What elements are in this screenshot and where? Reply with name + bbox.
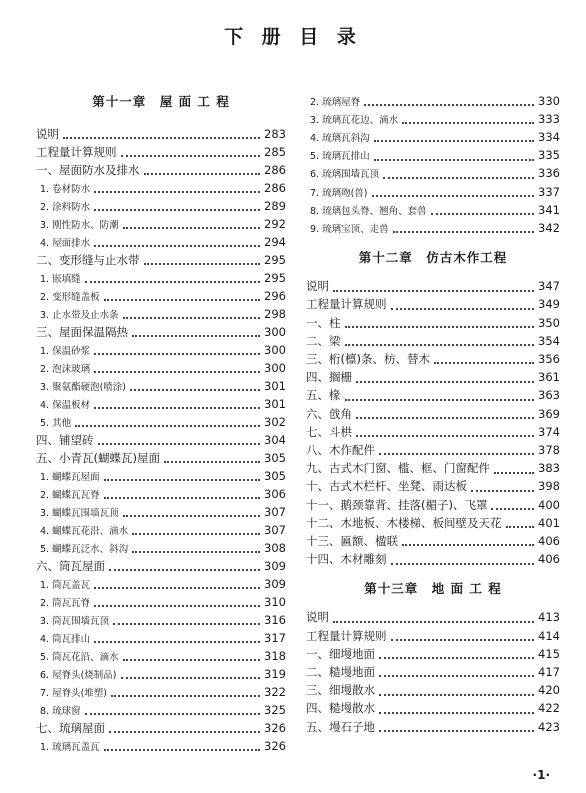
toc-entry-page: 417 [538,664,560,679]
toc-entry[interactable] [36,359,286,376]
dot-leader [130,381,260,391]
toc-entry-page: 341 [538,202,560,217]
toc-entry[interactable] [306,532,560,549]
dot-leader [123,651,260,661]
dot-leader [111,687,260,697]
toc-entry-page: 295 [264,270,286,285]
toc-entry-label: 十、古式木栏杆、坐凳、雨达板 [306,479,467,494]
toc-entry-page: 326 [264,738,286,753]
toc-entry[interactable] [306,718,560,735]
toc-entry-label: 2. 涂料防水 [40,201,91,213]
toc-entry-label: 一、屋面防水及排水 [36,162,140,177]
dot-leader [85,273,260,283]
toc-entry[interactable] [36,449,286,466]
toc-entry-label: 3. 止水带及止水条 [40,309,119,321]
dot-leader [94,579,260,589]
toc-entry-label: 4. 保温板材 [40,399,91,411]
dot-leader [123,507,260,517]
toc-entry-page: 285 [264,144,286,159]
toc-entry-label: 1. 卷材防水 [40,183,91,195]
dot-leader [164,453,260,463]
toc-entry[interactable] [36,647,286,664]
toc-entry-page: 317 [264,630,286,645]
dot-leader [109,561,260,571]
toc-entry-label: 三、细墁散水 [306,683,375,698]
toc-entry-page: 300 [264,324,286,339]
toc-entry-page: 294 [264,234,286,249]
dot-leader [372,187,535,197]
toc-entry-page: 310 [264,594,286,609]
dot-leader [379,649,534,659]
toc-entry-page: 300 [264,360,286,375]
dot-leader [431,205,534,215]
toc-entry[interactable] [306,478,560,495]
dot-leader [379,722,534,732]
toc-entry[interactable] [36,467,286,484]
toc-entry-page: 334 [538,129,560,144]
dot-leader [379,445,534,455]
toc-entry-label: 七、斗栱 [306,424,352,439]
toc-entry[interactable] [36,701,286,718]
toc-entry-page: 307 [264,504,286,519]
dot-leader [144,165,261,175]
toc-entry-label: 三、屋面保温隔热 [36,324,128,339]
dot-leader [94,363,260,373]
dot-leader [471,482,534,492]
toc-entry-label: 九、古式木门窗、槛、框、门窗配件 [306,461,490,476]
toc-entry-page: 414 [538,628,560,643]
dot-leader [379,704,534,714]
dot-leader [104,741,260,751]
toc-entry-page: 305 [264,468,286,483]
dot-leader [494,464,534,474]
toc-entry-page: 307 [264,522,286,537]
chapter-heading: 第十二章 仿古木作工程 [358,249,508,265]
toc-entry-label: 三、桁(檩)条、枋、替木 [306,351,430,366]
toc-entry[interactable] [306,627,560,644]
toc-entry-label: 4. 屋面排水 [40,237,91,249]
toc-entry-label: 3. 聚氨酯硬泡(喷涂) [40,381,126,393]
toc-entry-label: 二、梁 [306,333,341,348]
dot-leader [144,255,261,265]
dot-leader [132,525,260,535]
dot-leader [506,518,535,528]
toc-entry-page: 286 [264,180,286,195]
toc-entry[interactable] [306,219,560,236]
toc-entry-label: 十一、鹅颈靠背、挂落(楣子)、飞罩 [306,497,488,512]
toc-entry-page: 406 [538,533,560,548]
toc-entry-page: 420 [538,683,560,698]
toc-entry-label: 1. 嵌填缝 [40,273,81,285]
toc-entry[interactable] [306,92,560,109]
dot-leader [393,223,534,233]
toc-entry[interactable] [306,296,560,313]
toc-entry-label: 6. 屋脊头(烧制品) [40,669,117,681]
chapter-heading: 第十一章 屋 面 工 程 [92,94,230,109]
toc-entry-label: 5. 其他 [40,417,72,429]
page-number: ·1· [532,768,550,782]
toc-entry[interactable] [36,143,286,160]
toc-entry[interactable] [306,278,560,295]
toc-entry[interactable] [36,413,286,430]
toc-entry-label: 5. 琉璃瓦排山 [310,151,370,163]
toc-entry-label: 五、小青瓦(蝴蝶瓦)屋面 [36,450,160,465]
toc-entry-page: 350 [538,315,560,330]
toc-entry[interactable] [306,700,560,717]
dot-leader [383,169,534,179]
toc-entry[interactable] [36,287,286,304]
toc-entry-page: 289 [264,198,286,213]
toc-entry-label: 2. 琉璃屋脊 [310,96,361,108]
toc-entry-page: 363 [538,388,560,403]
dot-leader [94,237,260,247]
toc-entry-label: 4. 筒瓦排山 [40,633,91,645]
dot-leader [132,543,260,553]
dot-leader [85,705,260,715]
toc-entry-label: 四、搁栅 [306,370,352,385]
toc-entry[interactable] [306,183,560,200]
toc-entry-label: 说明 [36,126,59,141]
toc-entry[interactable] [36,737,286,754]
toc-entry[interactable] [36,611,286,628]
toc-entry[interactable] [306,496,560,513]
dot-leader [94,201,260,211]
toc-entry[interactable] [36,539,286,556]
dot-leader [379,667,534,677]
page-title: 下 册 目 录 [224,26,362,48]
dot-leader [391,631,535,641]
toc-entry[interactable] [36,629,286,646]
toc-entry[interactable] [306,201,560,218]
toc-entry-label: 说明 [306,610,329,625]
toc-entry-page: 308 [264,540,286,555]
dot-leader [391,300,535,310]
toc-entry-page: 319 [264,666,286,681]
toc-entry-label: 1. 蝴蝶瓦屋面 [40,471,100,483]
toc-entry-page: 422 [538,701,560,716]
toc-entry-label: 5. 蝴蝶瓦泛水、斜沟 [40,543,129,555]
toc-entry[interactable] [306,350,560,367]
toc-entry-label: 十四、木材雕刻 [306,552,387,567]
dot-leader [491,500,534,510]
toc-entry[interactable] [36,431,286,448]
toc-entry-label: 工程量计算规则 [36,144,117,159]
chapter-heading: 第十三章 地 面 工 程 [364,580,502,596]
toc-entry[interactable] [36,395,286,412]
toc-entry-label: 六、戗角 [306,406,352,421]
toc-entry-label: 1. 保温砂浆 [40,345,91,357]
toc-entry[interactable] [306,314,560,331]
dot-leader [333,613,534,623]
toc-entry-page: 305 [264,450,286,465]
toc-entry-page: 383 [538,461,560,476]
toc-entry-label: 一、细墁地面 [306,646,375,661]
toc-entry-label: 3. 筒瓦围墙瓦顶 [40,615,110,627]
toc-entry[interactable] [36,125,286,142]
toc-entry-page: 335 [538,148,560,163]
dot-leader [132,327,260,337]
toc-entry-page: 292 [264,216,286,231]
dot-leader [402,114,534,124]
toc-entry[interactable] [36,305,286,322]
dot-leader [123,309,260,319]
toc-entry-page: 415 [538,646,560,661]
toc-entry-label: 五、椽 [306,388,341,403]
dot-leader [75,417,260,427]
toc-entry[interactable] [306,110,560,127]
toc-entry-page: 330 [538,93,560,108]
toc-entry-label: 2. 泡沫玻璃 [40,363,91,375]
dot-leader [104,471,260,481]
toc-entry[interactable] [36,593,286,610]
dot-leader [63,129,260,139]
toc-entry-page: 309 [264,576,286,591]
toc-entry-label: 十二、木地板、木楼梯、板间壁及天花 [306,515,502,530]
toc-entry[interactable] [36,179,286,196]
dot-leader [98,435,261,445]
toc-entry-page: 325 [264,702,286,717]
toc-entry-label: 一、柱 [306,315,341,330]
toc-entry-page: 295 [264,252,286,267]
toc-entry-page: 398 [538,479,560,494]
toc-entry-page: 318 [264,648,286,663]
toc-entry-page: 333 [538,111,560,126]
toc-entry-page: 300 [264,342,286,357]
toc-entry-label: 8. 琉璃包头脊、翘角、套兽 [310,205,427,217]
toc-entry[interactable] [36,323,286,340]
toc-entry[interactable] [306,663,560,680]
toc-entry-label: 3. 蝴蝶瓦围墙瓦顶 [40,507,119,519]
toc-entry[interactable] [36,683,286,700]
toc-entry-page: 349 [538,297,560,312]
toc-entry-label: 五、墁石子地 [306,719,375,734]
toc-entry-label: 3. 琉璃瓦花边、滴水 [310,114,399,126]
dot-leader [121,669,261,679]
toc-entry[interactable] [36,665,286,682]
toc-entry-label: 3. 刚性防水、防潮 [40,219,119,231]
toc-entry-page: 306 [264,486,286,501]
toc-entry-label: 8. 琉球窗 [40,705,81,717]
toc-entry-page: 423 [538,719,560,734]
toc-entry-page: 342 [538,220,560,235]
dot-leader [345,391,535,401]
dot-leader [123,219,260,229]
toc-entry-page: 406 [538,552,560,567]
dot-leader [94,399,260,409]
toc-entry-label: 5. 筒瓦花沿、滴水 [40,651,119,663]
toc-entry[interactable] [306,441,560,458]
toc-entry[interactable] [306,387,560,404]
toc-entry[interactable] [306,682,560,699]
toc-entry-page: 302 [264,414,286,429]
toc-entry[interactable] [306,165,560,182]
dot-leader [94,183,260,193]
toc-entry[interactable] [36,485,286,502]
dot-leader [364,96,534,106]
toc-entry-label: 十三、匾额、楹联 [306,533,398,548]
dot-leader [333,282,534,292]
toc-entry[interactable] [306,551,560,568]
dot-leader [374,151,534,161]
toc-entry-page: 354 [538,333,560,348]
toc-entry[interactable] [36,557,286,574]
dot-leader [113,615,260,625]
toc-entry-label: 六、筒瓦屋面 [36,558,105,573]
toc-entry-page: 369 [538,406,560,421]
toc-entry-page: 401 [538,515,560,530]
dot-leader [379,686,534,696]
dot-leader [356,427,534,437]
dot-leader [345,336,535,346]
dot-leader [356,409,534,419]
toc-entry[interactable] [36,503,286,520]
toc-entry[interactable] [36,251,286,268]
toc-entry-label: 4. 琉璃瓦斜沟 [310,132,370,144]
toc-entry[interactable] [306,645,560,662]
dot-leader [434,354,534,364]
toc-entry-page: 298 [264,306,286,321]
toc-entry-label: 7. 琉璃吻(兽) [310,187,368,199]
toc-entry-label: 6. 琉璃围墙瓦顶 [310,169,380,181]
toc-entry[interactable] [306,128,560,145]
dot-leader [94,597,260,607]
dot-leader [94,345,260,355]
toc-entry-page: 378 [538,442,560,457]
toc-entry[interactable] [306,609,560,626]
toc-entry-label: 二、糙墁地面 [306,664,375,679]
dot-leader [94,633,260,643]
dot-leader [345,318,535,328]
toc-entry[interactable] [36,215,286,232]
toc-entry-page: 326 [264,720,286,735]
toc-entry[interactable] [306,405,560,422]
toc-entry-label: 4. 蝴蝶瓦花沿、滴水 [40,525,129,537]
toc-entry-page: 413 [538,610,560,625]
toc-entry[interactable] [36,197,286,214]
toc-entry-page: 336 [538,166,560,181]
toc-entry-page: 301 [264,378,286,393]
dot-leader [104,291,260,301]
toc-entry-label: 2. 筒瓦瓦脊 [40,597,91,609]
toc-entry[interactable] [306,514,560,531]
toc-entry-page: 309 [264,558,286,573]
toc-entry-page: 361 [538,370,560,385]
toc-entry-label: 2. 变形缝盖板 [40,291,100,303]
toc-entry-label: 9. 琉璃宝顶、走兽 [310,223,389,235]
toc-entry-page: 400 [538,497,560,512]
toc-entry-page: 322 [264,684,286,699]
toc-entry[interactable] [36,233,286,250]
toc-entry-label: 7. 屋脊头(堆塑) [40,687,107,699]
toc-entry[interactable] [36,341,286,358]
toc-entry-label: 1. 筒瓦盖瓦 [40,579,91,591]
toc-entry-page: 286 [264,162,286,177]
dot-leader [356,373,534,383]
toc-entry[interactable] [306,332,560,349]
dot-leader [402,536,534,546]
toc-entry[interactable] [36,719,286,736]
toc-entry-page: 283 [264,126,286,141]
dot-leader [374,132,534,142]
toc-entry-page: 304 [264,432,286,447]
toc-entry-page: 374 [538,424,560,439]
toc-entry-label: 1. 琉璃瓦盖瓦 [40,741,100,753]
toc-entry-label: 七、琉璃屋面 [36,720,105,735]
toc-entry[interactable] [306,369,560,386]
toc-entry-page: 347 [538,279,560,294]
toc-entry-label: 说明 [306,279,329,294]
toc-entry-page: 337 [538,184,560,199]
toc-entry-label: 四、铺望砖 [36,432,94,447]
toc-entry-label: 八、木作配件 [306,442,375,457]
toc-entry[interactable] [36,269,286,286]
toc-entry[interactable] [36,377,286,394]
toc-entry[interactable] [306,147,560,164]
toc-entry[interactable] [36,161,286,178]
toc-entry-page: 356 [538,351,560,366]
toc-entry-label: 二、变形缝与止水带 [36,252,140,267]
toc-entry-label: 2. 蝴蝶瓦瓦脊 [40,489,100,501]
dot-leader [104,489,260,499]
toc-entry-page: 301 [264,396,286,411]
toc-entry-page: 296 [264,288,286,303]
toc-entry[interactable] [306,423,560,440]
toc-entry-label: 四、糙墁散水 [306,701,375,716]
toc-entry-label: 工程量计算规则 [306,297,387,312]
toc-entry[interactable] [36,521,286,538]
dot-leader [109,723,260,733]
toc-entry-page: 316 [264,612,286,627]
toc-entry-label: 工程量计算规则 [306,628,387,643]
dot-leader [391,555,535,565]
dot-leader [121,147,261,157]
toc-entry[interactable] [36,575,286,592]
toc-entry[interactable] [306,460,560,477]
